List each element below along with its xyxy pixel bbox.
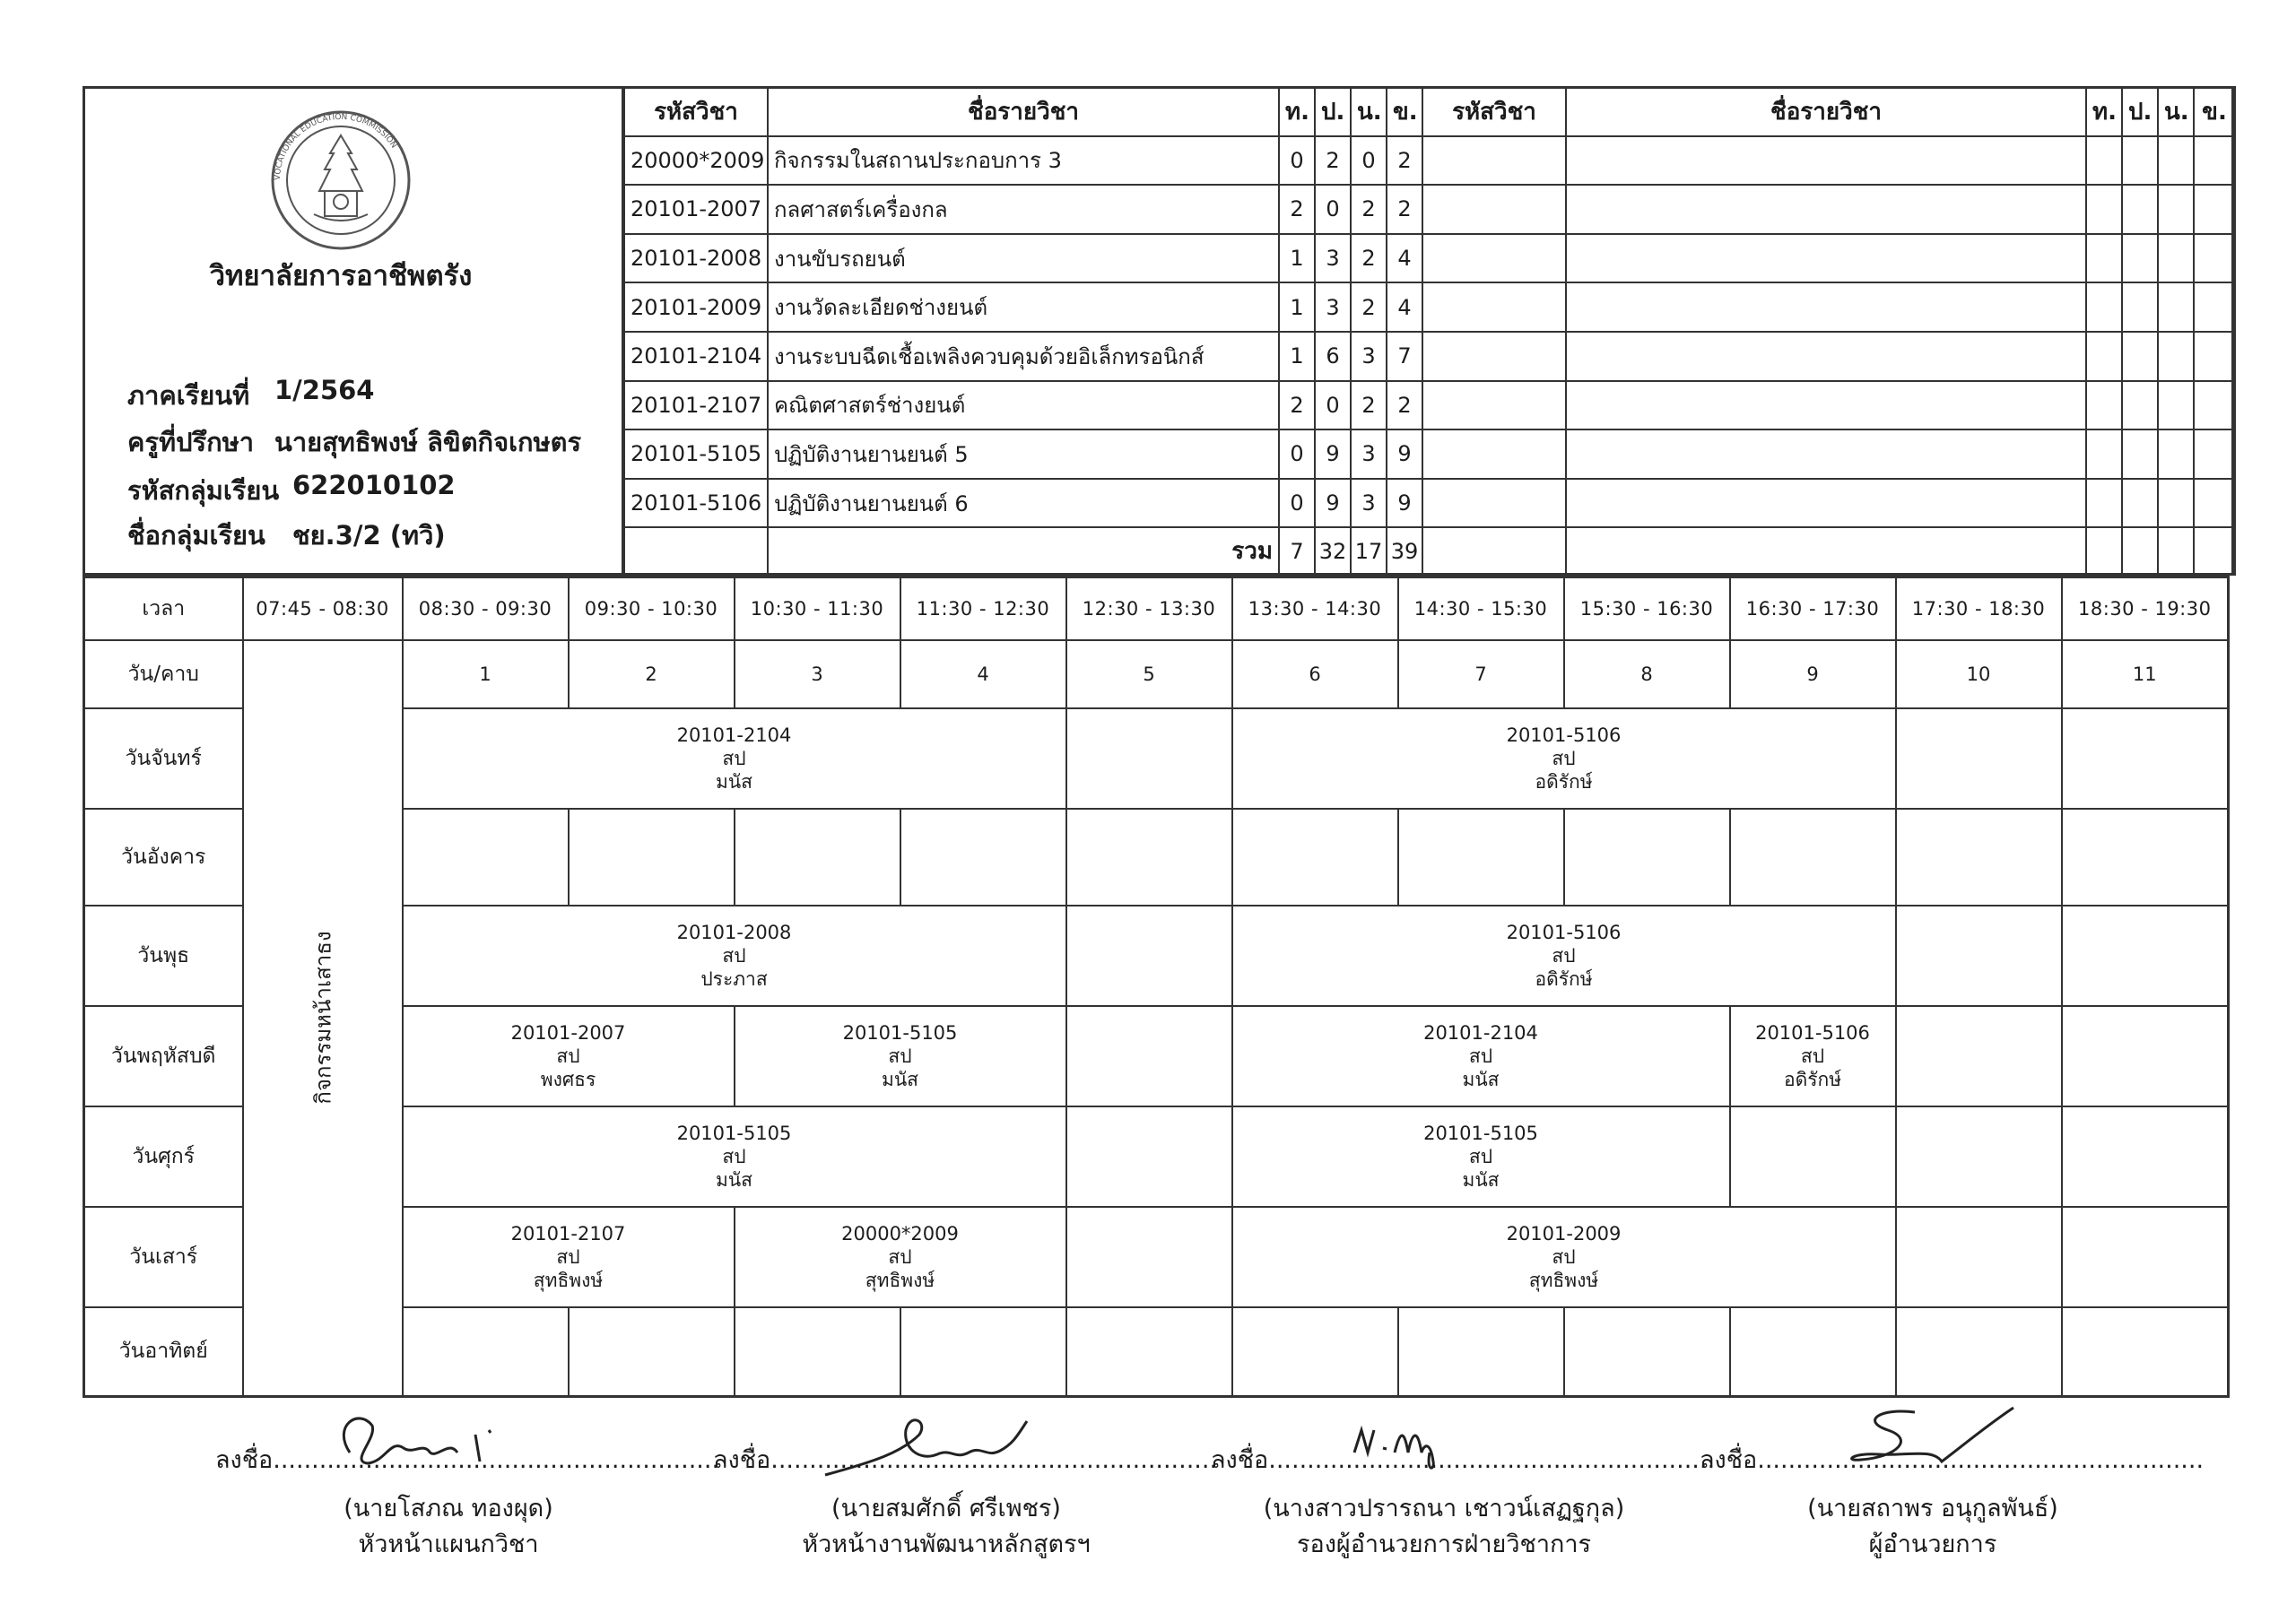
total-k: 39 [1387, 527, 1422, 575]
empty-cell [2086, 234, 2122, 283]
class-teacher: มนัส [1462, 1168, 1500, 1191]
subject-code: 20101-2008 [624, 234, 768, 283]
empty-cell [1566, 282, 2086, 332]
class-code: 20101-5106 [1755, 1021, 1870, 1044]
time-slot: 08:30 - 09:30 [403, 577, 569, 640]
class-code: 20101-5105 [676, 1122, 792, 1144]
class-teacher: สุทธิพงษ์ [1528, 1269, 1599, 1291]
empty-slot [2062, 906, 2229, 1006]
semester-row [127, 375, 375, 418]
subject-n: 2 [1351, 185, 1387, 234]
empty-slot [1398, 1307, 1564, 1397]
group-name-label: ชื่อกลุ่มเรียน [127, 520, 265, 551]
empty-cell [2122, 429, 2158, 479]
empty-slot [1232, 1307, 1398, 1397]
empty-cell [1566, 381, 2086, 430]
subject-t: 2 [1279, 381, 1315, 430]
subject-row [624, 381, 2235, 430]
homeroom-activity: กิจกรรมหน้าเสาธง [310, 931, 335, 1105]
class-teacher: ประภาส [700, 967, 768, 990]
subject-n: 2 [1351, 381, 1387, 430]
signature-block-1 [215, 1399, 720, 1605]
subject-code: 20101-5106 [624, 479, 768, 528]
class-block [1232, 1207, 1896, 1307]
subject-p: 3 [1315, 234, 1351, 283]
time-slot: 13:30 - 14:30 [1232, 577, 1398, 640]
time-slot: 09:30 - 10:30 [569, 577, 735, 640]
empty-cell [2122, 234, 2158, 283]
class-room: สป [1800, 1045, 1825, 1067]
class-code: 20101-2104 [1423, 1021, 1538, 1044]
empty-cell [2122, 527, 2158, 575]
signer-title: หัวหน้าแผนกวิชา [358, 1531, 539, 1558]
subject-k: 4 [1387, 282, 1422, 332]
subject-n: 2 [1351, 282, 1387, 332]
col-p-header-2: ป. [2122, 87, 2158, 136]
empty-cell [2122, 479, 2158, 528]
time-slot: 07:45 - 08:30 [243, 577, 403, 640]
empty-cell [2086, 332, 2122, 381]
class-block [1232, 906, 1896, 1006]
class-teacher: มนัส [1462, 1068, 1500, 1090]
empty-cell [624, 527, 768, 575]
signer-title: ผู้อำนวยการ [1868, 1531, 1997, 1558]
empty-cell [2086, 429, 2122, 479]
semester-label: ภาคเรียนที่ [127, 380, 250, 411]
class-room: สป [1552, 944, 1576, 967]
class-room: สป [1552, 747, 1576, 769]
subject-name: งานขับรถยนต์ [768, 234, 1279, 283]
subject-n: 3 [1351, 429, 1387, 479]
subject-code: 20101-2107 [624, 381, 768, 430]
period-number: 6 [1232, 640, 1398, 708]
period-row [84, 640, 2229, 708]
day-row-monday [84, 708, 2229, 809]
empty-cell [2194, 479, 2235, 528]
subject-code: 20101-2104 [624, 332, 768, 381]
empty-slot [1066, 708, 1232, 809]
subject-k: 2 [1387, 136, 1422, 186]
subject-row [624, 136, 2235, 186]
subject-row [624, 479, 2235, 528]
empty-cell [1422, 381, 1566, 430]
empty-cell [2194, 234, 2235, 283]
day-label: วันอังคาร [84, 809, 243, 906]
total-n: 17 [1351, 527, 1387, 575]
subject-row [624, 234, 2235, 283]
empty-cell [2194, 282, 2235, 332]
subject-name: คณิตศาสตร์ช่างยนต์ [768, 381, 1279, 430]
empty-cell [1566, 234, 2086, 283]
class-code: 20101-2107 [510, 1222, 626, 1245]
period-number: 1 [403, 640, 569, 708]
col-name-header: ชื่อรายวิชา [768, 87, 1279, 136]
seal-text: VOCATIONAL EDUCATION COMMISSION [273, 112, 398, 181]
day-label: วันพุธ [84, 906, 243, 1006]
day-row-friday [84, 1106, 2229, 1207]
empty-cell [2194, 381, 2235, 430]
subjects-table [623, 86, 2236, 576]
empty-cell [2086, 136, 2122, 186]
subject-k: 7 [1387, 332, 1422, 381]
empty-slot [735, 809, 900, 906]
group-name-value: ชย.3/2 (ทวิ) [292, 520, 446, 551]
class-teacher: พงศธร [540, 1068, 596, 1090]
empty-cell [2122, 381, 2158, 430]
col-n-header-2: น. [2158, 87, 2194, 136]
subject-p: 9 [1315, 429, 1351, 479]
empty-cell [2086, 381, 2122, 430]
empty-slot [1896, 809, 2062, 906]
total-label: รวม [768, 527, 1279, 575]
subject-t: 0 [1279, 429, 1315, 479]
class-code: 20101-5106 [1506, 921, 1622, 943]
empty-cell [2158, 479, 2194, 528]
empty-cell [2086, 185, 2122, 234]
subject-k: 9 [1387, 479, 1422, 528]
signature-line: ลงชื่อ.......................................................... [215, 1446, 720, 1474]
class-code: 20101-2007 [510, 1021, 626, 1044]
homeroom-activity-cell [243, 640, 403, 1397]
signer-name: (นายโสภณ ทองผุด) [344, 1495, 553, 1522]
period-number: 8 [1564, 640, 1730, 708]
subject-code: 20101-2009 [624, 282, 768, 332]
empty-slot [1066, 906, 1232, 1006]
empty-cell [2194, 527, 2235, 575]
day-row-sunday [84, 1307, 2229, 1397]
subject-row [624, 429, 2235, 479]
class-block [403, 1207, 735, 1307]
group-code-value: 622010102 [292, 470, 456, 500]
class-room: สป [556, 1245, 580, 1268]
empty-slot [1896, 1307, 2062, 1397]
subject-k: 2 [1387, 185, 1422, 234]
empty-cell [1422, 479, 1566, 528]
empty-cell [2122, 282, 2158, 332]
col-code-header-2: รหัสวิชา [1422, 87, 1566, 136]
subject-n: 3 [1351, 332, 1387, 381]
empty-slot [1730, 809, 1896, 906]
class-teacher: มนัส [715, 1168, 752, 1191]
class-block [735, 1207, 1066, 1307]
period-number: 5 [1066, 640, 1232, 708]
subject-t: 2 [1279, 185, 1315, 234]
time-slot: 10:30 - 11:30 [735, 577, 900, 640]
class-room: สป [1468, 1045, 1493, 1067]
empty-cell [1422, 185, 1566, 234]
class-code: 20000*2009 [841, 1222, 959, 1245]
subject-n: 3 [1351, 479, 1387, 528]
empty-cell [2194, 136, 2235, 186]
class-room: สป [888, 1045, 912, 1067]
subject-n: 2 [1351, 234, 1387, 283]
class-block [735, 1006, 1066, 1106]
empty-slot [2062, 1207, 2229, 1307]
empty-cell [1422, 429, 1566, 479]
empty-cell [1422, 332, 1566, 381]
empty-cell [2158, 332, 2194, 381]
empty-slot [2062, 708, 2229, 809]
class-teacher: มนัส [715, 770, 752, 793]
empty-cell [1422, 234, 1566, 283]
subject-t: 0 [1279, 136, 1315, 186]
timetable [83, 576, 2230, 1398]
empty-cell [2158, 282, 2194, 332]
empty-slot [1066, 1307, 1232, 1397]
group-name-row [127, 515, 446, 558]
empty-cell [2194, 429, 2235, 479]
empty-slot [900, 1307, 1066, 1397]
subject-code: 20101-2007 [624, 185, 768, 234]
day-row-saturday [84, 1207, 2229, 1307]
class-teacher: อดิรักษ์ [1783, 1068, 1842, 1090]
subjects-total-row [624, 527, 2235, 575]
class-code: 20101-5106 [1506, 724, 1622, 746]
signature-line: ลงชื่อ.......................................................... [1211, 1446, 1716, 1474]
time-slot: 18:30 - 19:30 [2062, 577, 2229, 640]
day-row-thursday [84, 1006, 2229, 1106]
period-number: 3 [735, 640, 900, 708]
empty-slot [1066, 1106, 1232, 1207]
time-slot: 11:30 - 12:30 [900, 577, 1066, 640]
subjects-header-row [624, 87, 2235, 136]
subject-code: 20101-5105 [624, 429, 768, 479]
empty-slot [1398, 809, 1564, 906]
class-block [403, 1006, 735, 1106]
class-block [403, 906, 1066, 1006]
empty-cell [2158, 429, 2194, 479]
empty-slot [569, 1307, 735, 1397]
day-row-tuesday [84, 809, 2229, 906]
col-p-header: ป. [1315, 87, 1351, 136]
empty-slot [2062, 1106, 2229, 1207]
class-code: 20101-2104 [676, 724, 792, 746]
empty-cell [1422, 527, 1566, 575]
subject-t: 1 [1279, 332, 1315, 381]
period-label: วัน/คาบ [84, 640, 243, 708]
subject-name: งานระบบฉีดเชื้อเพลิงควบคุมด้วยอิเล็กทรอนิกส์ [768, 332, 1279, 381]
subject-name: กลศาสตร์เครื่องกล [768, 185, 1279, 234]
col-n-header: น. [1351, 87, 1387, 136]
subject-k: 4 [1387, 234, 1422, 283]
class-room: สป [1468, 1145, 1493, 1167]
signer-title: หัวหน้างานพัฒนาหลักสูตรฯ [802, 1531, 1091, 1558]
advisor-label: ครูที่ปรึกษา [127, 427, 255, 457]
empty-slot [1896, 1207, 2062, 1307]
empty-cell [1422, 282, 1566, 332]
subject-t: 1 [1279, 234, 1315, 283]
class-teacher: สุทธิพงษ์ [865, 1269, 935, 1291]
college-seal-logo [269, 108, 413, 252]
empty-cell [2158, 136, 2194, 186]
class-block [1232, 1006, 1730, 1106]
subject-k: 2 [1387, 381, 1422, 430]
class-code: 20101-2008 [676, 921, 792, 943]
class-teacher: มนัส [881, 1068, 918, 1090]
class-teacher: อดิรักษ์ [1535, 967, 1593, 990]
subject-p: 6 [1315, 332, 1351, 381]
subject-p: 0 [1315, 185, 1351, 234]
subject-k: 9 [1387, 429, 1422, 479]
signature-block-3 [1211, 1399, 1716, 1605]
empty-slot [735, 1307, 900, 1397]
subject-name: ปฏิบัติงานยานยนต์ 6 [768, 479, 1279, 528]
empty-cell [2158, 234, 2194, 283]
class-block [1232, 708, 1896, 809]
empty-slot [403, 809, 569, 906]
class-block [403, 708, 1066, 809]
time-slot: 12:30 - 13:30 [1066, 577, 1232, 640]
signer-name: (นายสถาพร อนุกูลพันธ์) [1807, 1495, 2058, 1522]
empty-cell [2194, 185, 2235, 234]
class-block [403, 1106, 1066, 1207]
empty-cell [2122, 136, 2158, 186]
empty-slot [2062, 1307, 2229, 1397]
empty-slot [1896, 708, 2062, 809]
group-code-label: รหัสกลุ่มเรียน [127, 475, 280, 506]
empty-cell [2086, 527, 2122, 575]
subject-row [624, 185, 2235, 234]
class-code: 20101-5105 [1423, 1122, 1538, 1144]
empty-cell [1566, 479, 2086, 528]
empty-cell [2194, 332, 2235, 381]
empty-slot [1896, 1106, 2062, 1207]
time-slot: 16:30 - 17:30 [1730, 577, 1896, 640]
subject-n: 0 [1351, 136, 1387, 186]
signature-block-2 [713, 1399, 1218, 1605]
empty-cell [1566, 527, 2086, 575]
class-code: 20101-2009 [1506, 1222, 1622, 1245]
subject-row [624, 282, 2235, 332]
subject-name: กิจกรรมในสถานประกอบการ 3 [768, 136, 1279, 186]
empty-slot [569, 809, 735, 906]
col-k-header: ข. [1387, 87, 1422, 136]
empty-slot [1564, 1307, 1730, 1397]
signer-name: (นายสมศักดิ์ ศรีเพชร) [831, 1495, 1061, 1522]
empty-slot [900, 809, 1066, 906]
day-label: วันจันทร์ [84, 708, 243, 809]
time-slot: 15:30 - 16:30 [1564, 577, 1730, 640]
period-number: 7 [1398, 640, 1564, 708]
period-number: 2 [569, 640, 735, 708]
empty-cell [2122, 185, 2158, 234]
advisor-value: นายสุทธิพงษ์ ลิขิตกิจเกษตร [274, 427, 582, 457]
subject-p: 0 [1315, 381, 1351, 430]
empty-slot [1896, 1006, 2062, 1106]
empty-cell [1566, 332, 2086, 381]
signer-name: (นางสาวปรารถนา เชาวน์เสฏฐกุล) [1263, 1495, 1625, 1522]
time-label: เวลา [84, 577, 243, 640]
subject-name: งานวัดละเอียดช่างยนต์ [768, 282, 1279, 332]
signature-block-4 [1700, 1399, 2205, 1605]
day-label: วันศุกร์ [84, 1106, 243, 1207]
period-number: 9 [1730, 640, 1896, 708]
subject-p: 9 [1315, 479, 1351, 528]
class-block [1232, 1106, 1730, 1207]
signer-title: รองผู้อำนวยการฝ่ายวิชาการ [1296, 1531, 1591, 1558]
empty-cell [2122, 332, 2158, 381]
class-room: สป [888, 1245, 912, 1268]
period-number: 10 [1896, 640, 2062, 708]
empty-cell [2086, 479, 2122, 528]
subject-t: 1 [1279, 282, 1315, 332]
subject-code: 20000*2009 [624, 136, 768, 186]
class-room: สป [722, 747, 746, 769]
empty-slot [1564, 809, 1730, 906]
empty-slot [1232, 809, 1398, 906]
class-teacher: อดิรักษ์ [1535, 770, 1593, 793]
signature-line: ลงชื่อ.......................................................... [713, 1446, 1218, 1474]
day-label: วันพฤหัสบดี [84, 1006, 243, 1106]
day-label: วันอาทิตย์ [84, 1307, 243, 1397]
empty-cell [2086, 282, 2122, 332]
time-row [84, 577, 2229, 640]
empty-cell [1566, 185, 2086, 234]
semester-value: 1/2564 [274, 375, 375, 405]
class-room: สป [1552, 1245, 1576, 1268]
class-code: 20101-5105 [842, 1021, 958, 1044]
col-t-header-2: ท. [2086, 87, 2122, 136]
subject-p: 2 [1315, 136, 1351, 186]
empty-slot [2062, 809, 2229, 906]
class-block [1730, 1006, 1896, 1106]
day-row-wednesday [84, 906, 2229, 1006]
empty-cell [1422, 136, 1566, 186]
period-number: 4 [900, 640, 1066, 708]
empty-slot [2062, 1006, 2229, 1106]
col-code-header: รหัสวิชา [624, 87, 768, 136]
empty-cell [2158, 185, 2194, 234]
class-room: สป [556, 1045, 580, 1067]
subject-name: ปฏิบัติงานยานยนต์ 5 [768, 429, 1279, 479]
empty-cell [2158, 381, 2194, 430]
college-name: วิทยาลัยการอาชีพตรัง [209, 260, 473, 292]
empty-slot [1730, 1106, 1896, 1207]
subject-row [624, 332, 2235, 381]
class-room: สป [722, 944, 746, 967]
class-teacher: สุทธิพงษ์ [533, 1269, 604, 1291]
col-t-header: ท. [1279, 87, 1315, 136]
time-slot: 14:30 - 15:30 [1398, 577, 1564, 640]
signature-line: ลงชื่อ.......................................................... [1700, 1446, 2205, 1474]
empty-cell [1566, 429, 2086, 479]
subject-t: 0 [1279, 479, 1315, 528]
class-room: สป [722, 1145, 746, 1167]
advisor-row [127, 421, 582, 464]
total-p: 32 [1315, 527, 1351, 575]
empty-slot [403, 1307, 569, 1397]
empty-slot [1730, 1307, 1896, 1397]
empty-slot [1066, 1207, 1232, 1307]
empty-cell [1566, 136, 2086, 186]
day-label: วันเสาร์ [84, 1207, 243, 1307]
total-t: 7 [1279, 527, 1315, 575]
period-number: 11 [2062, 640, 2229, 708]
col-name-header-2: ชื่อรายวิชา [1566, 87, 2086, 136]
empty-cell [2158, 527, 2194, 575]
empty-slot [1066, 809, 1232, 906]
empty-slot [1896, 906, 2062, 1006]
empty-slot [1066, 1006, 1232, 1106]
col-k-header-2: ข. [2194, 87, 2235, 136]
time-slot: 17:30 - 18:30 [1896, 577, 2062, 640]
group-code-row [127, 470, 456, 513]
subject-p: 3 [1315, 282, 1351, 332]
